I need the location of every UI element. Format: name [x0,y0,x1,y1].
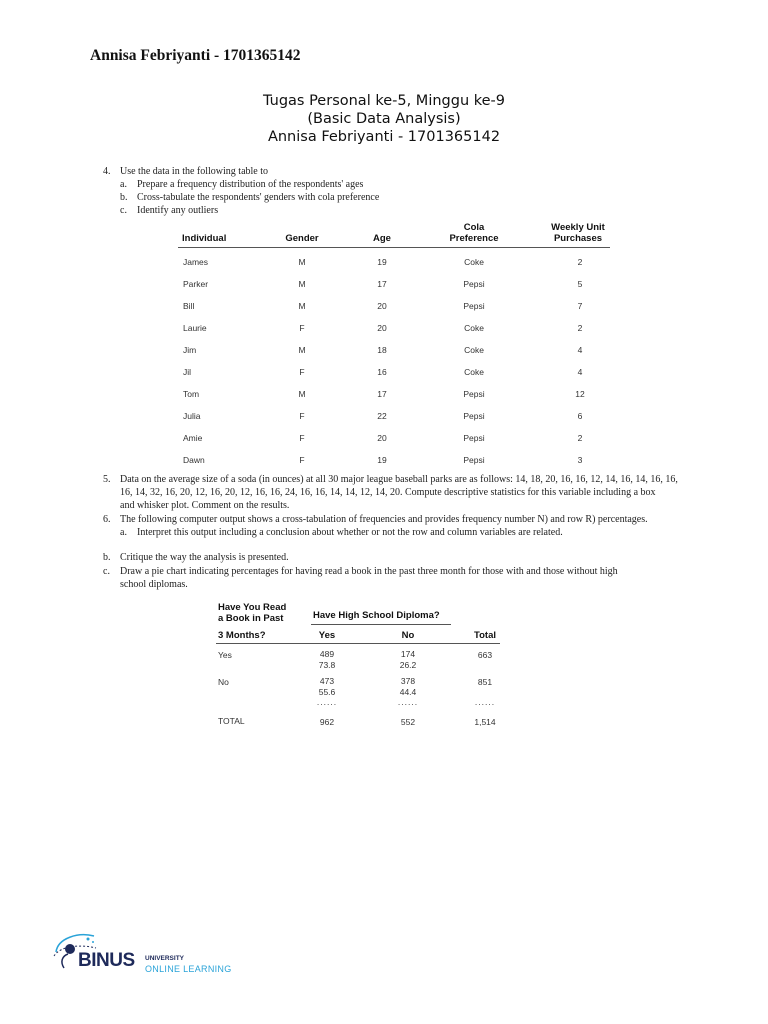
q4-item-a-label: a. [120,179,127,190]
header-name: Annisa Febriyanti - 1701365142 [90,47,301,64]
row-no-yes-r: 55.6 [318,687,336,697]
row-no-total: 851 [477,677,493,687]
q6-a-label: a. [120,527,127,538]
row-no-yes-n: 473 [319,676,335,686]
dots-yes: ...... [316,697,338,707]
binus-logo [50,926,240,976]
cell-purchases: 4 [577,367,583,377]
col-yes-header: Yes [318,630,336,641]
cell-purchases: 7 [577,301,583,311]
q4-item-b-label: b. [120,192,128,203]
q6-b-label: b. [103,552,111,563]
cell-cola: Pepsi [463,389,485,399]
cell-age: 20 [377,323,387,333]
cell-gender: M [298,257,306,267]
row-header-3: 3 Months? [218,630,266,641]
header-weekly-1: Weekly Unit [551,222,605,233]
cell-cola: Pepsi [463,279,485,289]
cell-age: 22 [377,411,387,421]
cell-purchases: 4 [577,345,583,355]
cell-gender: F [299,367,305,377]
row-header-2: a Book in Past [218,613,284,624]
cell-age: 17 [377,279,387,289]
row-yes-yes-r: 73.8 [318,660,336,670]
cell-purchases: 2 [577,323,583,333]
row-header-1: Have You Read [218,602,287,613]
cell-age: 17 [377,389,387,399]
total-yes: 962 [319,717,335,727]
q5-line-2: 16, 14, 32, 16, 20, 12, 16, 20, 12, 16, 16, 24, 16, 16, 14, 14, 12, 14, 20. Compute descriptive statistics for this variable including a box [120,487,656,498]
q4-item-a-text: Prepare a frequency distribution of the respondents' ages [137,179,364,190]
cell-gender: M [298,301,306,311]
cell-age: 20 [377,433,387,443]
total-no: 552 [400,717,416,727]
cell-individual: Bill [183,301,195,311]
table-header-rule [178,247,610,248]
cell-gender: M [298,345,306,355]
cell-gender: F [299,323,305,333]
row-no-no-r: 44.4 [399,687,417,697]
q5-line-1: Data on the average size of a soda (in ounces) at all 30 major league baseball parks are as follows: 14, 18, 20, 16, 16, 12, 14, 16, 14, 16, 16, [120,474,678,485]
title-line-2: (Basic Data Analysis) [307,111,461,127]
row-yes-no-r: 26.2 [399,660,417,670]
col-no-header: No [401,630,415,641]
cell-individual: Laurie [183,323,207,333]
col-group-rule [311,624,451,625]
logo-university: UNIVERSITY [145,955,185,962]
header-gender: Gender [285,233,319,244]
logo-tagline: ONLINE LEARNING [145,964,232,974]
total-total: 1,514 [474,717,496,727]
cell-cola: Pepsi [463,455,485,465]
row-yes-yes-n: 489 [319,649,335,659]
col-group-header: Have High School Diploma? [313,610,440,621]
q4-item-c-text: Identify any outliers [137,205,219,216]
cell-gender: M [298,279,306,289]
cell-individual: Parker [183,279,209,289]
q4-number: 4. [103,166,111,177]
cell-cola: Coke [464,257,484,267]
cell-gender: F [299,411,305,421]
cell-cola: Coke [464,323,484,333]
cell-individual: Amie [183,433,203,443]
cell-cola: Coke [464,345,484,355]
q6-c-line-1: Draw a pie chart indicating percentages for having read a book in the past three month for those with and those without high [120,566,618,577]
cell-individual: James [183,257,209,267]
q5-number: 5. [103,474,111,485]
q6-a-text: Interpret this output including a conclusion about whether or not the row and column variables are related. [137,527,563,538]
cell-age: 18 [377,345,387,355]
cell-purchases: 12 [575,389,585,399]
q6-number: 6. [103,514,111,525]
cell-individual: Dawn [183,455,205,465]
col-total-header: Total [474,630,496,641]
cell-cola: Coke [464,367,484,377]
header-age: Age [373,233,391,244]
cell-purchases: 5 [577,279,583,289]
row-yes-label: Yes [218,650,232,660]
row-no-no-n: 378 [400,676,416,686]
cell-gender: F [299,455,305,465]
cell-purchases: 6 [577,411,583,421]
cell-individual: Jim [183,345,197,355]
title-line-1: Tugas Personal ke-5, Minggu ke-9 [262,93,506,109]
cell-gender: F [299,433,305,443]
cell-age: 20 [377,301,387,311]
total-label: TOTAL [218,716,245,726]
cell-cola: Pepsi [463,411,485,421]
logo-brand: BINUS [78,950,135,971]
header-cola-2: Preference [449,233,499,244]
cell-age: 19 [377,455,387,465]
header-individual: Individual [182,233,227,244]
title-line-3: Annisa Febriyanti - 1701365142 [267,129,501,145]
row-yes-total: 663 [477,650,493,660]
q6-c-label: c. [103,566,110,577]
q6-text: The following computer output shows a cross-tabulation of frequencies and provides frequency number N) and row R) percentages. [120,514,648,525]
cell-cola: Pepsi [463,433,485,443]
cell-individual: Jil [183,367,192,377]
cell-purchases: 2 [577,257,583,267]
cell-age: 16 [377,367,387,377]
cell-gender: M [298,389,306,399]
cell-age: 19 [377,257,387,267]
dots-no: ...... [397,697,419,707]
q4-item-b-text: Cross-tabulate the respondents' genders with cola preference [137,192,380,203]
header-cola-1: Cola [463,222,485,233]
cell-cola: Pepsi [463,301,485,311]
crosstab-header-rule [216,643,500,644]
q4-text: Use the data in the following table to [120,166,269,177]
q6-c-line-2: school diplomas. [120,579,188,590]
cell-purchases: 2 [577,433,583,443]
dots-total: ...... [474,697,496,707]
row-no-label: No [218,677,229,687]
cell-purchases: 3 [577,455,583,465]
row-yes-no-n: 174 [400,649,416,659]
cell-individual: Tom [183,389,200,399]
header-weekly-2: Purchases [553,233,603,244]
q6-b-text: Critique the way the analysis is presented. [120,552,289,563]
q5-line-3: and whisker plot. Comment on the results. [120,500,290,511]
cell-individual: Julia [183,411,201,421]
q4-item-c-label: c. [120,205,127,216]
